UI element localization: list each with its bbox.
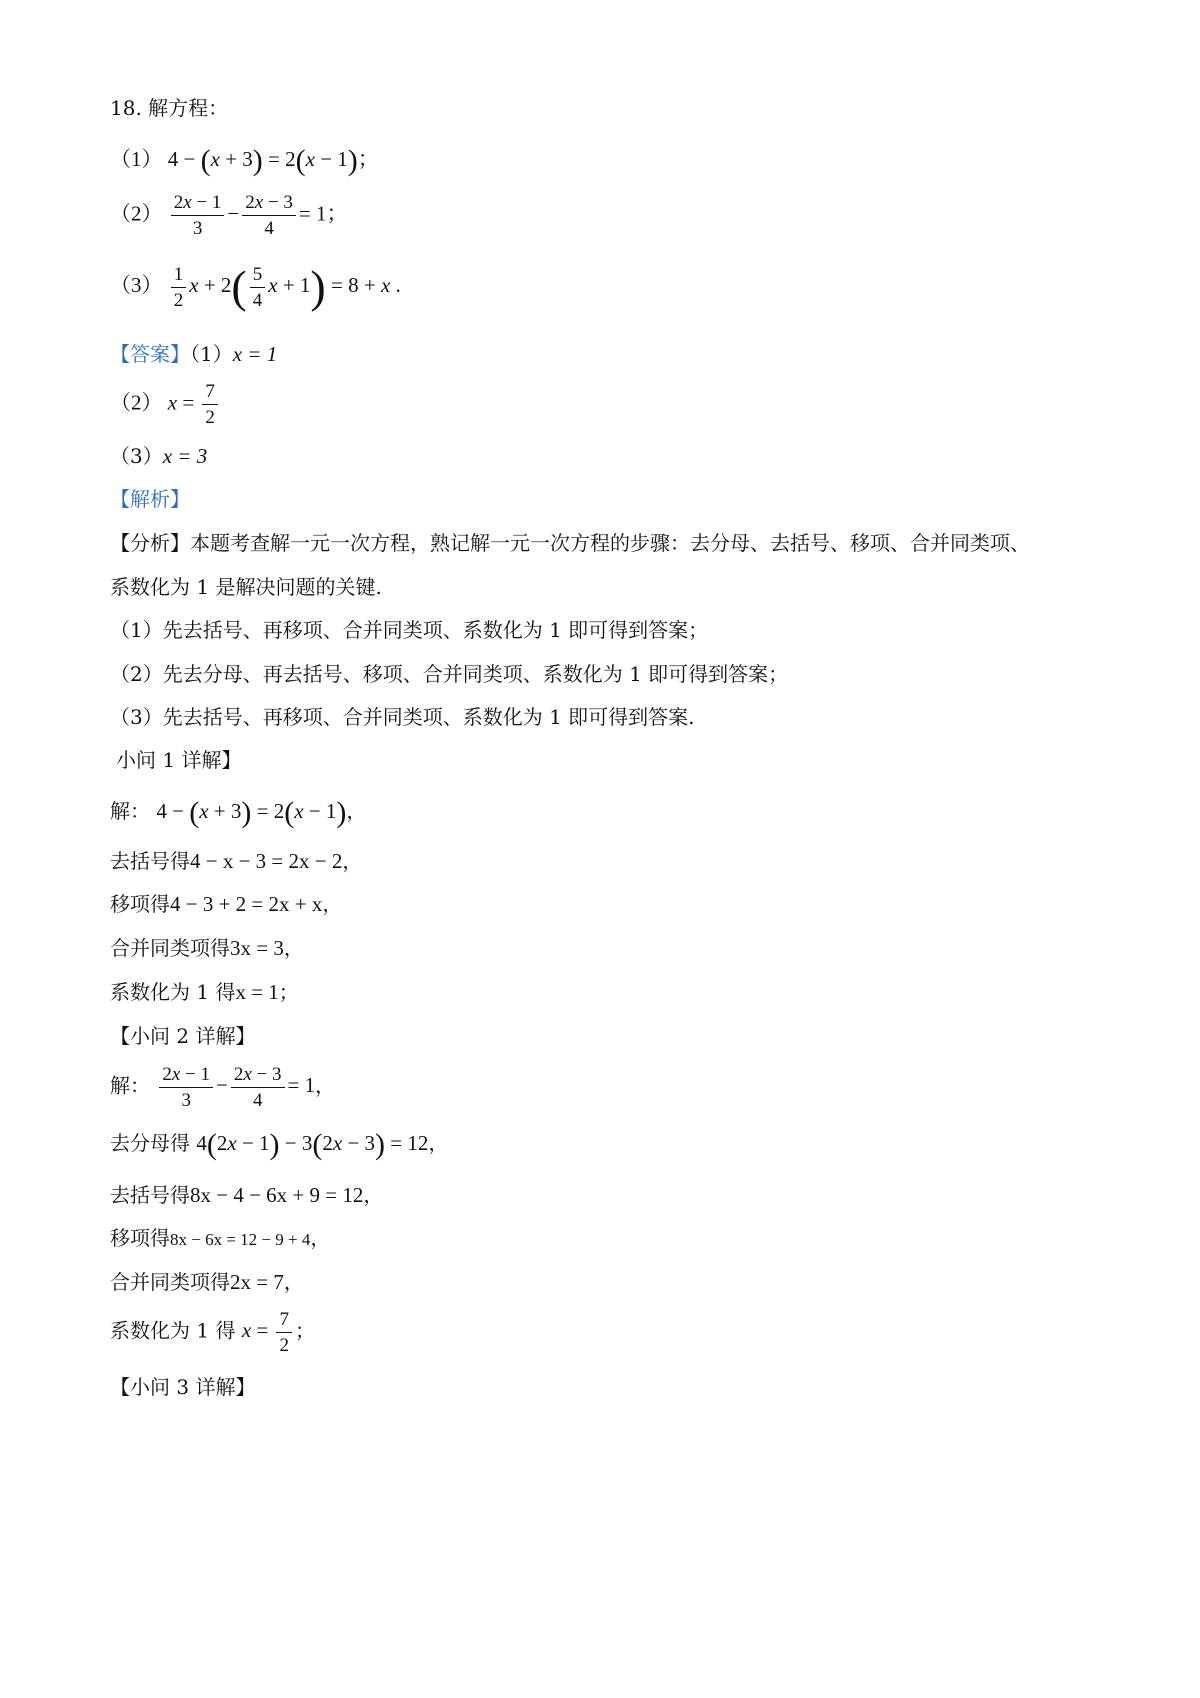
answer-line-2: （2） x = $\frac{7}{2}$ (110, 382, 221, 427)
fraction: $\frac{5}{4}$ (250, 265, 266, 310)
analysis-line-5: （3）先去括号、再移项、合并同类项、系数化为 1 即可得到答案. (110, 705, 695, 729)
fraction: $\frac{2x - 3}{4}$ (231, 1065, 285, 1110)
sub2-heading: 【小问 2 详解】 (110, 1024, 256, 1048)
fraction: $\frac{2x - 1}{3}$ (159, 1065, 213, 1110)
answer-tag: 【答案】 (110, 342, 190, 366)
sub2-step-4: 合并同类项得2x = 7， (110, 1270, 304, 1294)
sub2-step-3: 移项得8x − 6x = 12 − 9 + 4， (110, 1226, 331, 1250)
question-part-2: （2） $\frac{2x - 1}{3}$ − $\frac{2x - 3}{4}$ = 1； (110, 192, 348, 239)
answer-line-1: 【答案】（1）x = 1 (110, 342, 278, 366)
sub1-step-4: 系数化为 1 得x = 1； (110, 980, 299, 1004)
analysis-line-3: （1）先去括号、再移项、合并同类项、系数化为 1 即可得到答案； (110, 618, 709, 642)
sub2-step-2: 去括号得8x − 4 − 6x + 9 = 12， (110, 1183, 384, 1207)
sub1-heading: 小问 1 详解】 (116, 748, 242, 772)
fraction: $\frac{2x - 3}{4}$ (242, 193, 296, 238)
question-part-3: （3） $\frac{1}{2}$ x + 2( $\frac{5}{4}$ x + 1) = 8 + x . (110, 261, 401, 312)
sub1-step-3: 合并同类项得3x = 3， (110, 936, 304, 960)
sub1-step-1: 去括号得4 − x − 3 = 2x − 2， (110, 849, 363, 873)
question-part-1: （1） 4 − (x + 3) = 2(x − 1)； (110, 144, 379, 177)
sub1-step-0: 解： 4 − (x + 3) = 2(x − 1)， (110, 796, 367, 829)
fraction: $\frac{1}{2}$ (171, 265, 187, 310)
sub2-step-1: 去分母得 4(2x − 1) − 3(2x − 3) = 12， (110, 1128, 449, 1161)
sub3-heading: 【小问 3 详解】 (110, 1375, 256, 1399)
analysis-line-4: （2）先去分母、再去括号、移项、合并同类项、系数化为 1 即可得到答案； (110, 662, 789, 686)
sub2-step-0: 解： $\frac{2x - 1}{3}$ − $\frac{2x - 3}{4}$ = 1， (110, 1064, 336, 1111)
answer-line-3: （3）x = 3 (110, 444, 208, 468)
sub1-step-2: 移项得4 − 3 + 2 = 2x + x， (110, 892, 343, 916)
analysis-line-2: 系数化为 1 是解决问题的关键. (110, 575, 382, 599)
fraction: $\frac{2x - 1}{3}$ (171, 193, 225, 238)
fraction: $\frac{7}{2}$ (276, 1310, 292, 1355)
analysis-tag: 【解析】 (110, 487, 190, 511)
analysis-line-1: 【分析】本题考查解一元一次方程，熟记解一元一次方程的步骤：去分母、去括号、移项、合并同类项、 (110, 531, 1030, 555)
fraction: $\frac{7}{2}$ (202, 382, 218, 427)
question-title: 18. 解方程： (110, 96, 229, 120)
sub2-step-5: 系数化为 1 得 x = $\frac{7}{2}$ ； (110, 1309, 315, 1356)
